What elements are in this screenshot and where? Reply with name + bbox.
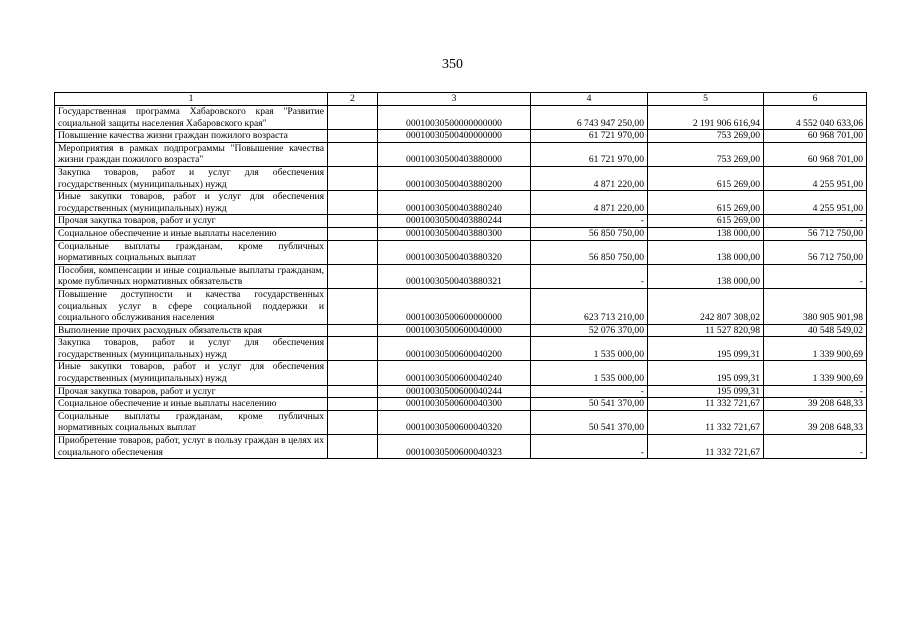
row-name: Прочая закупка товаров, работ и услуг — [55, 215, 328, 228]
row-value-5: 615 269,00 — [648, 191, 764, 215]
table-row — [55, 191, 867, 215]
row-value-6: 380 905 901,98 — [764, 288, 867, 324]
row-value-5: 11 527 820,98 — [648, 324, 764, 337]
row-code: 00010030500600040200 — [378, 337, 531, 361]
row-code: 00010030500403880244 — [378, 215, 531, 228]
row-col2 — [328, 215, 378, 228]
row-value-6: 1 339 900,69 — [764, 337, 867, 361]
row-value-4: 623 713 210,00 — [531, 288, 648, 324]
row-code: 00010030500403880320 — [378, 240, 531, 264]
row-value-6: 4 255 951,00 — [764, 166, 867, 190]
row-name: Закупка товаров, работ и услуг для обеспечения государственных (муниципальных) нужд — [55, 337, 328, 361]
row-name: Повышение доступности и качества государственных социальных услуг в сфере социальной поддержки и социального обслуживания населения — [55, 288, 328, 324]
row-value-6: 56 712 750,00 — [764, 240, 867, 264]
row-value-4: - — [531, 435, 648, 459]
row-value-5: 753 269,00 — [648, 130, 764, 143]
row-value-4: 56 850 750,00 — [531, 240, 648, 264]
row-col2 — [328, 324, 378, 337]
row-value-5: 615 269,00 — [648, 166, 764, 190]
row-name: Социальные выплаты гражданам, кроме публичных нормативных социальных выплат — [55, 410, 328, 434]
column-header: 6 — [764, 93, 867, 106]
row-name: Приобретение товаров, работ, услуг в пользу граждан в целях их социального обеспечения — [55, 435, 328, 459]
row-value-4: 61 721 970,00 — [531, 142, 648, 166]
row-value-5: 138 000,00 — [648, 240, 764, 264]
table-row — [55, 240, 867, 264]
row-col2 — [328, 361, 378, 385]
row-value-5: 753 269,00 — [648, 142, 764, 166]
row-name: Мероприятия в рамках подпрограммы "Повышение качества жизни граждан пожилого возраста" — [55, 142, 328, 166]
table-row — [55, 361, 867, 385]
table-row — [55, 106, 867, 130]
row-value-5: 615 269,00 — [648, 215, 764, 228]
row-col2 — [328, 435, 378, 459]
table-header-row — [55, 93, 867, 106]
column-header: 2 — [328, 93, 378, 106]
row-code: 00010030500403880240 — [378, 191, 531, 215]
row-value-6: - — [764, 435, 867, 459]
row-value-4: - — [531, 264, 648, 288]
row-col2 — [328, 398, 378, 411]
row-value-6: 39 208 648,33 — [764, 398, 867, 411]
row-value-5: 138 000,00 — [648, 264, 764, 288]
row-name: Иные закупки товаров, работ и услуг для обеспечения государственных (муниципальных) нужд — [55, 361, 328, 385]
row-value-5: 138 000,00 — [648, 227, 764, 240]
row-code: 00010030500600040244 — [378, 385, 531, 398]
row-col2 — [328, 106, 378, 130]
column-header: 4 — [531, 93, 648, 106]
row-name: Социальное обеспечение и иные выплаты населению — [55, 227, 328, 240]
row-value-4: 1 535 000,00 — [531, 337, 648, 361]
column-header: 3 — [378, 93, 531, 106]
row-code: 00010030500600000000 — [378, 288, 531, 324]
row-col2 — [328, 264, 378, 288]
row-value-5: 11 332 721,67 — [648, 398, 764, 411]
table-row — [55, 227, 867, 240]
row-code: 00010030500600040320 — [378, 410, 531, 434]
column-header: 5 — [648, 93, 764, 106]
table-row — [55, 130, 867, 143]
row-code: 00010030500400000000 — [378, 130, 531, 143]
row-value-5: 2 191 906 616,94 — [648, 106, 764, 130]
row-value-4: 50 541 370,00 — [531, 398, 648, 411]
table-row — [55, 337, 867, 361]
row-code: 00010030500600040300 — [378, 398, 531, 411]
row-value-4: - — [531, 385, 648, 398]
row-value-4: 52 076 370,00 — [531, 324, 648, 337]
row-name: Выполнение прочих расходных обязательств края — [55, 324, 328, 337]
row-code: 00010030500000000000 — [378, 106, 531, 130]
row-value-6: 4 255 951,00 — [764, 191, 867, 215]
row-value-5: 11 332 721,67 — [648, 435, 764, 459]
row-name: Социальное обеспечение и иные выплаты населению — [55, 398, 328, 411]
row-name: Повышение качества жизни граждан пожилого возраста — [55, 130, 328, 143]
table-row — [55, 324, 867, 337]
row-col2 — [328, 385, 378, 398]
row-col2 — [328, 130, 378, 143]
row-col2 — [328, 288, 378, 324]
row-value-6: 39 208 648,33 — [764, 410, 867, 434]
row-col2 — [328, 142, 378, 166]
table-row — [55, 385, 867, 398]
row-code: 00010030500403880300 — [378, 227, 531, 240]
row-value-4: 56 850 750,00 — [531, 227, 648, 240]
row-name: Социальные выплаты гражданам, кроме публичных нормативных социальных выплат — [55, 240, 328, 264]
row-value-4: 50 541 370,00 — [531, 410, 648, 434]
table-row — [55, 142, 867, 166]
row-name: Иные закупки товаров, работ и услуг для обеспечения государственных (муниципальных) нужд — [55, 191, 328, 215]
row-col2 — [328, 191, 378, 215]
row-value-6: - — [764, 385, 867, 398]
row-value-6: 40 548 549,02 — [764, 324, 867, 337]
row-name: Закупка товаров, работ и услуг для обеспечения государственных (муниципальных) нужд — [55, 166, 328, 190]
row-value-5: 242 807 308,02 — [648, 288, 764, 324]
row-value-4: - — [531, 215, 648, 228]
row-value-5: 195 099,31 — [648, 361, 764, 385]
table-row — [55, 435, 867, 459]
row-col2 — [328, 337, 378, 361]
row-name: Прочая закупка товаров, работ и услуг — [55, 385, 328, 398]
row-code: 00010030500600040240 — [378, 361, 531, 385]
row-col2 — [328, 227, 378, 240]
row-col2 — [328, 166, 378, 190]
row-value-6: - — [764, 215, 867, 228]
table-row — [55, 166, 867, 190]
table-row — [55, 288, 867, 324]
row-value-4: 61 721 970,00 — [531, 130, 648, 143]
row-value-6: 56 712 750,00 — [764, 227, 867, 240]
row-value-4: 1 535 000,00 — [531, 361, 648, 385]
row-code: 00010030500600040000 — [378, 324, 531, 337]
table-row — [55, 264, 867, 288]
table-row — [55, 215, 867, 228]
row-name: Государственная программа Хабаровского края "Развитие социальной защиты населения Хабаровского края" — [55, 106, 328, 130]
row-col2 — [328, 240, 378, 264]
row-value-5: 195 099,31 — [648, 385, 764, 398]
row-code: 00010030500403880000 — [378, 142, 531, 166]
row-value-6: 1 339 900,69 — [764, 361, 867, 385]
table-row — [55, 410, 867, 434]
row-value-6: 4 552 040 633,06 — [764, 106, 867, 130]
row-value-4: 4 871 220,00 — [531, 166, 648, 190]
row-col2 — [328, 410, 378, 434]
row-value-6: - — [764, 264, 867, 288]
column-header: 1 — [55, 93, 328, 106]
row-value-4: 4 871 220,00 — [531, 191, 648, 215]
row-name: Пособия, компенсации и иные социальные выплаты гражданам, кроме публичных нормативных обязательств — [55, 264, 328, 288]
budget-table — [54, 92, 867, 459]
row-code: 00010030500403880321 — [378, 264, 531, 288]
page-number: 350 — [442, 57, 463, 72]
row-value-5: 195 099,31 — [648, 337, 764, 361]
row-code: 00010030500600040323 — [378, 435, 531, 459]
row-value-4: 6 743 947 250,00 — [531, 106, 648, 130]
row-value-6: 60 968 701,00 — [764, 130, 867, 143]
row-value-5: 11 332 721,67 — [648, 410, 764, 434]
row-value-6: 60 968 701,00 — [764, 142, 867, 166]
row-code: 00010030500403880200 — [378, 166, 531, 190]
table-row — [55, 398, 867, 411]
